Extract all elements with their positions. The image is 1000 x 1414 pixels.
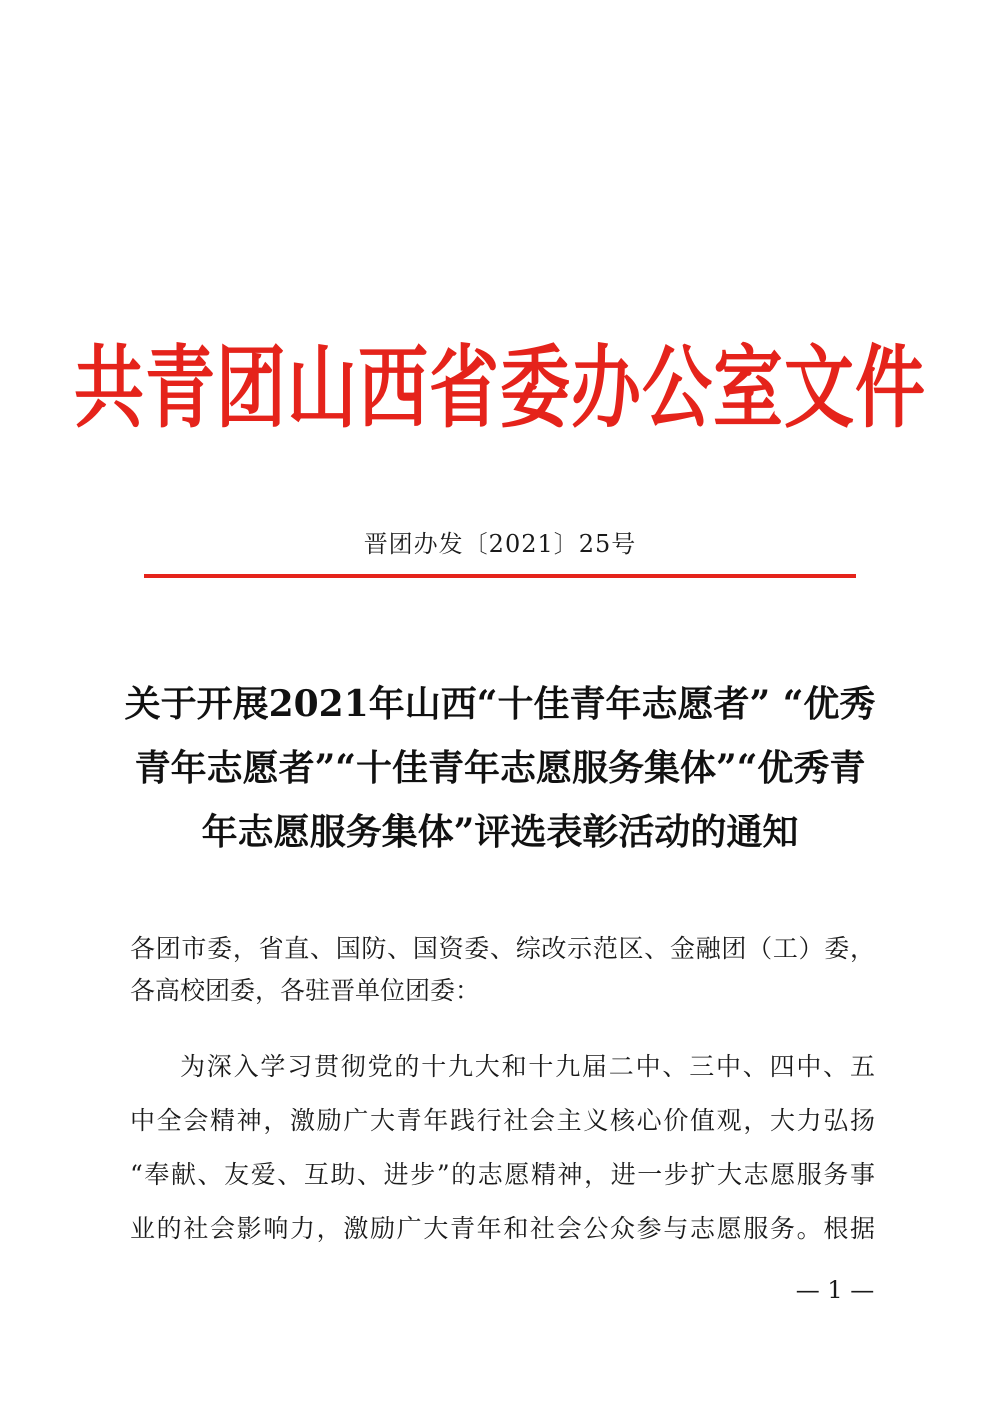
- addressee-line-1: 各团市委，省直、国防、国资委、综改示范区、金融团（工）委，: [130, 934, 875, 963]
- body-line-1: 为深入学习贯彻党的十九大和十九届二中、三中、四中、五: [180, 1052, 875, 1081]
- document-number: 晋团办发〔2021〕25号: [363, 530, 637, 558]
- addressee-block: [130, 928, 875, 1012]
- body-line-3: “奉献、友爱、互助、进步”的志愿精神，进一步扩大志愿服务事: [130, 1160, 875, 1189]
- title-line-2: 青年志愿者”“十佳青年志愿服务集体”“优秀青: [134, 747, 866, 789]
- red-divider-line: [144, 574, 856, 578]
- addressee-line-2: 各高校团委，各驻晋单位团委：: [130, 976, 481, 1005]
- masthead-title: 共青团山西省委办公室文件: [74, 335, 926, 441]
- body-paragraph: [130, 1040, 875, 1256]
- body-line-2: 中全会精神，激励广大青年践行社会主义核心价值观，大力弘扬: [130, 1106, 875, 1135]
- notice-title: [120, 672, 880, 864]
- body-line-4: 业的社会影响力，激励广大青年和社会公众参与志愿服务。根据: [130, 1214, 875, 1243]
- title-line-3: 年志愿服务集体”评选表彰活动的通知: [201, 811, 799, 853]
- page-number: — 1 —: [795, 1276, 875, 1304]
- title-line-1: 关于开展2021年山西“十佳青年志愿者” “优秀: [124, 683, 876, 725]
